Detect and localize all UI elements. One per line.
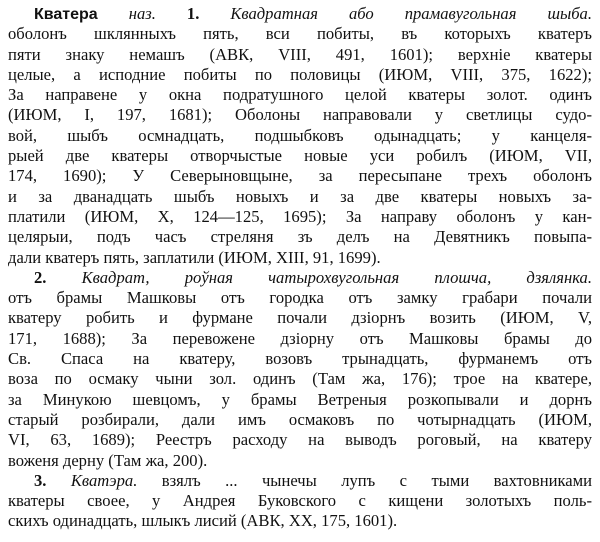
entry-heading (8, 4, 592, 24)
sense-lead-text: взялъ ... чынечы лупъ с тыми вахтовниками (161, 470, 592, 490)
sense-heading (8, 471, 592, 491)
sense-number: 3. (34, 470, 47, 490)
text-line: скихъ одинадцать, шлыкъ лисий (АВК, XX, 175, 1601). (8, 511, 398, 531)
sense-definition: Кватэра. (70, 470, 138, 490)
text-line: и за дванадцать шыбъ новыхъ и за две кватеры новыхъ за- (8, 186, 592, 206)
text-line: дали кватеръ пять, заплатили (ИЮМ, XIII, 91, 1699). (8, 247, 381, 267)
text-line: воза по осмаку чыни зол. одинъ (Там жа, 176); трое на кватере, (8, 369, 592, 389)
text-line: За направене у окна подратушного целой кватеры золот. одинъ (8, 85, 592, 105)
text-line: Св. Спаса на кватеру, возовъ трынадцать, фурманемъ отъ (8, 349, 592, 369)
text-line: за Минукою шевцомъ, у брамы Ветреныя розкопывали и дорнъ (8, 389, 592, 409)
sense-number: 2. (34, 267, 47, 287)
sense-number: 1. (186, 4, 200, 23)
text-line: 171, 1688); За перевожене дзіорну отъ Машковы брамы до (8, 328, 592, 348)
sense-definition: Квадрат, роўная чатырохвугольная плошча, дзялянка. (81, 267, 592, 287)
sense-heading (8, 268, 592, 288)
text-line: кватеру робить и фурмане почали дзіорнъ возить (ИЮМ, V, (8, 308, 592, 328)
sense-definition: Квадратная або прамавугольная шыба. (230, 4, 592, 23)
text-line: вой, шыбъ осмнадцать, подшыбковъ одынадцать; у канцеля- (8, 125, 592, 145)
text-line: 174, 1690); У Северыновщыне, за пересыпане трехъ оболонъ (8, 166, 592, 186)
text-line: отъ брамы Машковы отъ городка отъ замку грабари почали (8, 288, 592, 308)
text-line: целярыи, подъ часъ стреляня зъ делъ на Девятникъ повыпа- (8, 227, 592, 247)
text-line: (ИЮМ, I, 197, 1681); Оболоны направовали у светлицы судо- (8, 105, 592, 125)
text-line: оболонъ шклянныхъ пять, вси побиты, въ которыхъ кватеръ (8, 24, 592, 44)
text-line: воженя дерну (Там жа, 200). (8, 450, 208, 470)
text-line: кватеры своее, у Андрея Буковского с кищени золотыхъ поль- (8, 491, 592, 511)
text-line: рыей две кватеры отворчыстые новые уси робилъ (ИЮМ, VII, (8, 146, 592, 166)
text-line: старый розбирали, дали имъ осмаковъ по чотырнадцать (ИЮМ, (8, 409, 592, 429)
text-line: платили (ИЮМ, X, 124—125, 1695); За направу оболонъ у кан- (8, 206, 592, 226)
text-line: пяти знаку немашъ (АВК, VIII, 491, 1601); верхніе кватеры (8, 44, 592, 64)
text-line: VI, 63, 1689); Реестръ расходу на выводъ роговый, на кватеру (8, 430, 592, 450)
grammar-abbr: наз. (128, 4, 156, 23)
headword: Кватера (34, 6, 98, 23)
text-line: целые, а исподние побиты по половицы (ИЮМ, VIII, 375, 1622); (8, 64, 592, 84)
